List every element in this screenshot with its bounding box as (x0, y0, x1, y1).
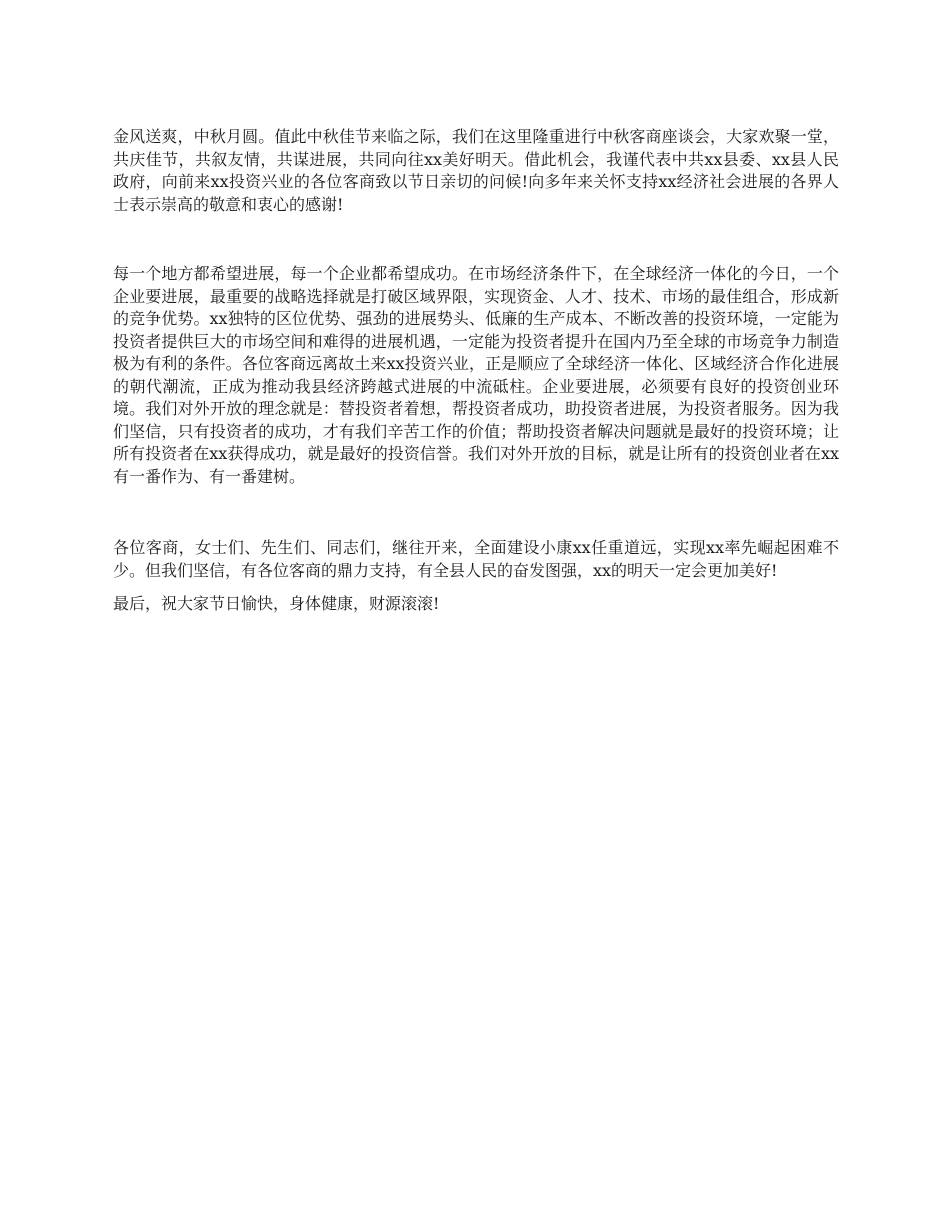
paragraph-closing: 最后，祝大家节日愉快，身体健康，财源滚滚! (113, 594, 440, 613)
document-body (113, 126, 839, 616)
paragraph-greeting: 金风送爽，中秋月圆。值此中秋佳节来临之际，我们在这里隆重进行中秋客商座谈会，大家欢聚一堂，共庆佳节，共叙友情，共谋进展，共同向往xx美好明天。借此机会，我谨代表中共xx县委、xx县人民政府，向前来xx投资兴业的各位客商致以节日亲切的问候!向多年来关怀支持xx经济社会进展的各界人士表示崇高的敬意和衷心的感谢! (113, 127, 839, 214)
paragraph-development: 每一个地方都希望进展，每一个企业都希望成功。在市场经济条件下，在全球经济一体化的今日，一个企业要进展，最重要的战略选择就是打破区域界限，实现资金、人才、技术、市场的最佳组合，形成新的竞争优势。xx独特的区位优势、强劲的进展势头、低廉的生产成本、不断改善的投资环境，一定能为投资者提供巨大的市场空间和难得的进展机遇，一定能为投资者提升在国内乃至全球的市场竞争力制造极为有利的条件。各位客商远离故土来xx投资兴业，正是顺应了全球经济一体化、区域经济合作化进展的朝代潮流，正成为推动我县经济跨越式进展的中流砥柱。企业要进展，必须要有良好的投资创业环境。我们对外开放的理念就是：替投资者着想，帮投资者成功，助投资者进展，为投资者服务。因为我们坚信，只有投资者的成功，才有我们辛苦工作的价值；帮助投资者解决问题就是最好的投资环境；让所有投资者在xx获得成功，就是最好的投资信誉。我们对外开放的目标，就是让所有的投资创业者在xx有一番作为、有一番建树。 (113, 264, 839, 486)
paragraph-appeal: 各位客商，女士们、先生们、同志们，继往开来，全面建设小康xx任重道远，实现xx率先崛起困难不少。但我们坚信，有各位客商的鼎力支持，有全县人民的奋发图强，xx的明天一定会更加美好! (113, 538, 839, 580)
